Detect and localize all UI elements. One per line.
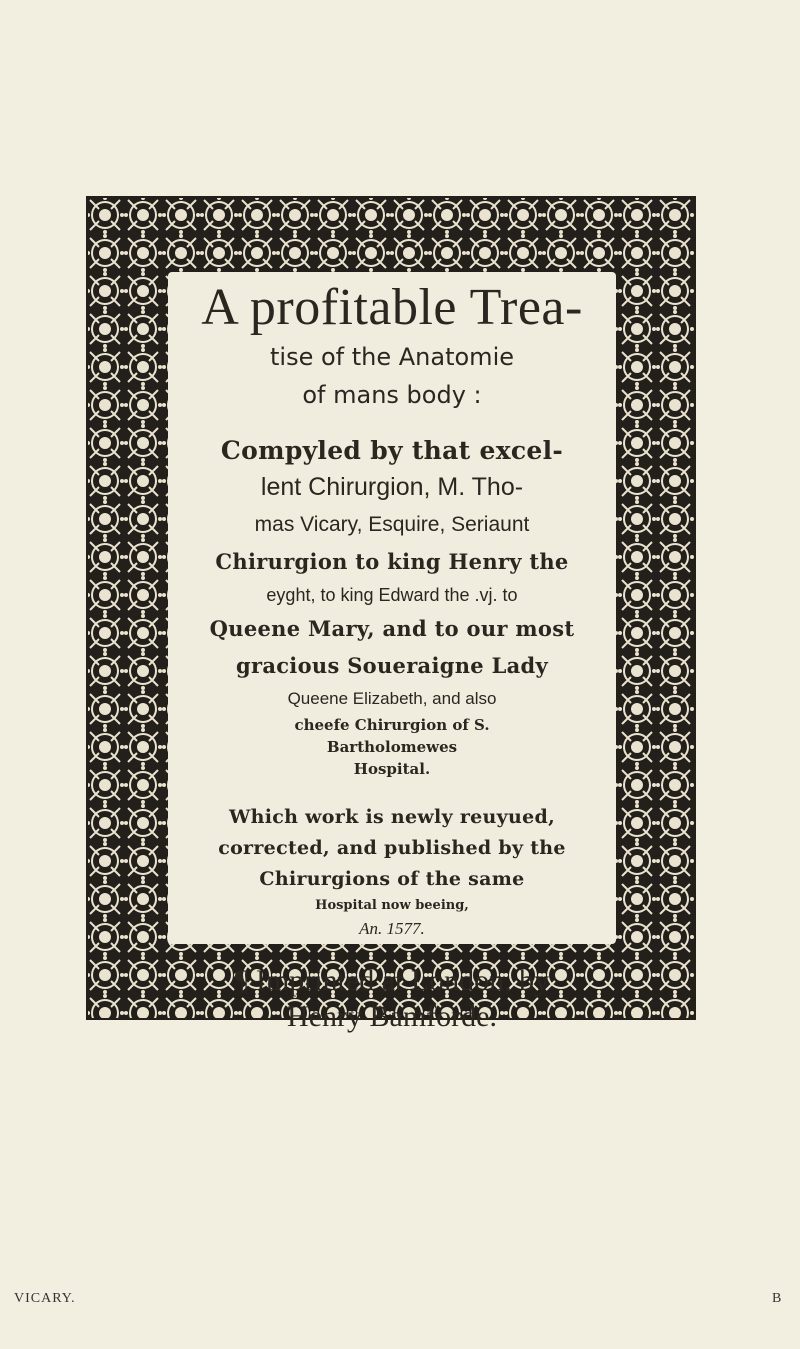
second-line-2: corrected, and published by the xyxy=(218,837,566,859)
title-line-3: of mans body : xyxy=(302,381,482,409)
imprint-line-2: Henry Bamforde. xyxy=(287,1000,497,1033)
imprint-line-1 xyxy=(168,963,616,999)
footer-signature-right: B xyxy=(772,1291,782,1306)
body-line-6: Queene Mary, and to our most xyxy=(209,616,575,641)
second-line-3: Chirurgions of the same xyxy=(259,868,525,890)
body-line-10: Bartholomewes xyxy=(326,738,458,756)
body-line-11: Hospital. xyxy=(353,760,431,778)
body-line-9: cheefe Chirurgion of S. xyxy=(294,716,490,734)
second-line-1: Which work is newly reuyued, xyxy=(228,806,555,828)
footer-signature-left: VICARY. xyxy=(14,1291,76,1306)
title-line-2: tise of the Anatomie xyxy=(270,343,514,371)
pilcrow-icon: ¶ xyxy=(234,964,249,997)
body-line-8: Queene Elizabeth, and also xyxy=(287,689,497,708)
second-line-5: An. 1577. xyxy=(359,919,425,938)
body-line-5: eyght, to king Edward the .vj. to xyxy=(266,585,518,605)
title-line-1: A profitable Trea- xyxy=(201,279,583,336)
second-line-4: Hospital now beeing, xyxy=(315,898,469,913)
body-line-4: Chirurgion to king Henry the xyxy=(215,549,569,574)
body-line-3: mas Vicary, Esquire, Seriaunt xyxy=(254,513,530,536)
body-line-1: Compyled by that excel- xyxy=(220,436,564,465)
imprint-text-1: Imprinted at London, by xyxy=(255,964,550,997)
body-line-2: lent Chirurgion, M. Tho- xyxy=(260,473,524,501)
body-line-7: gracious Soueraigne Lady xyxy=(235,653,549,678)
title-text xyxy=(168,272,616,1033)
